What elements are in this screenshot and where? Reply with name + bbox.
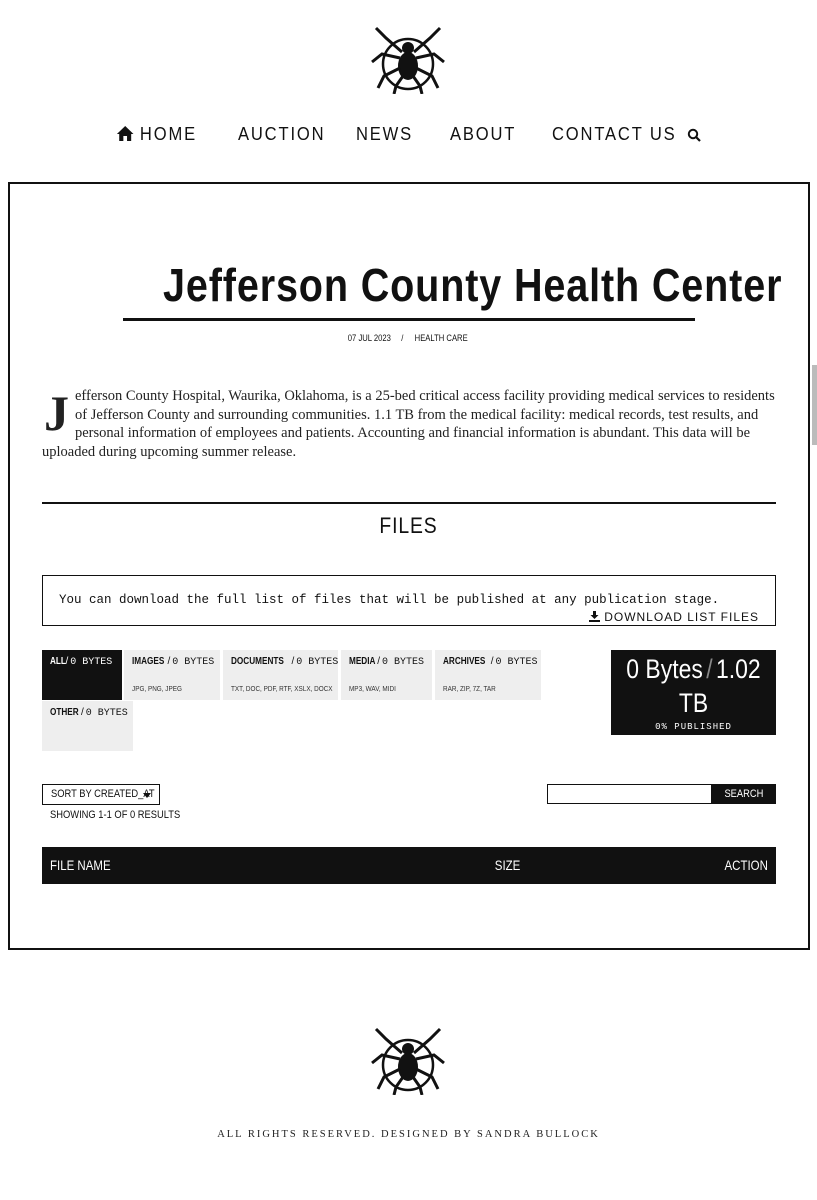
sort-dropdown[interactable] <box>42 784 160 805</box>
search-button-label: SEARCH <box>724 788 763 800</box>
published-percent: 0% PUBLISHED <box>655 722 732 732</box>
spider-logo[interactable] <box>368 24 448 94</box>
search-button[interactable] <box>711 784 776 804</box>
tab-documents[interactable]: DOCUMENTS / 0 BYTES TXT, DOC, PDF, RTF, XSLX, DOCX <box>223 650 338 700</box>
notice-text: You can download the full list of files that will be published at any publication stage. <box>59 593 720 607</box>
scrollbar-thumb[interactable] <box>812 365 817 445</box>
tab-bytes: 0 BYTES <box>495 657 538 668</box>
total-size: 1.02 TB <box>678 654 761 718</box>
tab-other[interactable]: OTHER / 0 BYTES <box>42 701 133 751</box>
tab-bytes: 0 BYTES <box>382 657 425 668</box>
stats-size <box>623 652 763 720</box>
files-heading: FILES <box>379 513 438 538</box>
sort-label: SORT BY CREATED_AT <box>51 788 155 800</box>
download-notice <box>42 575 776 626</box>
description-text: efferson County Hospital, Waurika, Oklahoma, is a 25-bed critical access facility providing medical services to residents of Jefferson County and surrounding communities. 1.1 TB from the medical facility: medical records, test results, and personal information of employees and patients. Accounting and financial information is abundant. This data will be uploaded during upcoming summer release. <box>42 388 775 460</box>
tab-media[interactable]: MEDIA / 0 BYTES MP3, WAV, MIDI <box>341 650 432 700</box>
column-file-name[interactable]: FILE NAME <box>50 857 111 873</box>
tab-types: TXT, DOC, PDF, RTF, XSLX, DOCX <box>231 684 333 693</box>
tab-label: OTHER <box>50 707 79 718</box>
meta-separator: / <box>401 333 404 343</box>
tab-bytes: 0 BYTES <box>172 657 215 668</box>
home-icon <box>116 125 134 142</box>
download-icon <box>589 611 600 622</box>
tab-label: IMAGES <box>132 656 165 667</box>
tab-bytes: 0 BYTES <box>296 657 339 668</box>
post-date: 07 JUL 2023 <box>347 333 392 343</box>
tab-label: ALL <box>50 656 66 667</box>
title-underline <box>123 318 695 321</box>
footer-credits: ALL RIGHTS RESERVED. DESIGNED BY SANDRA BULLOCK <box>217 1129 600 1140</box>
publication-stats <box>611 650 776 735</box>
results-count: SHOWING 1-1 OF 0 RESULTS <box>50 809 181 821</box>
spider-logo-footer[interactable] <box>368 1025 448 1095</box>
nav-home[interactable] <box>116 124 197 145</box>
caret-down-icon <box>143 793 151 798</box>
tab-bytes: 0 BYTES <box>70 657 113 668</box>
published-size: 0 Bytes <box>626 654 703 684</box>
nav-about[interactable]: ABOUT <box>450 124 517 144</box>
nav-home-label: HOME <box>139 124 197 144</box>
tab-label: MEDIA <box>349 656 376 667</box>
column-size[interactable]: SIZE <box>494 857 521 873</box>
nav-contact[interactable]: CONTACT US <box>552 124 677 144</box>
tab-types: RAR, ZIP, 7Z, TAR <box>443 684 496 693</box>
post-meta <box>0 333 817 343</box>
column-action: ACTION <box>724 857 768 873</box>
tab-types: JPG, PNG, JPEG <box>132 684 182 693</box>
stats-slash: / <box>706 654 713 684</box>
search-icon[interactable] <box>687 128 701 142</box>
post-category[interactable]: HEALTH CARE <box>415 333 469 343</box>
files-divider <box>42 502 776 504</box>
tab-bytes: 0 BYTES <box>85 708 128 719</box>
dropcap: J <box>44 385 69 441</box>
tab-label: ARCHIVES <box>443 656 486 667</box>
file-search-input[interactable] <box>547 784 712 804</box>
tab-all[interactable]: ALL/ 0 BYTES <box>42 650 122 700</box>
page-title: Jefferson County Health Center <box>163 259 783 311</box>
tab-archives[interactable]: ARCHIVES / 0 BYTES RAR, ZIP, 7Z, TAR <box>435 650 541 700</box>
nav-auction[interactable]: AUCTION <box>238 124 326 144</box>
main-nav <box>0 124 817 150</box>
post-description <box>42 387 776 461</box>
nav-news[interactable]: NEWS <box>356 124 414 144</box>
tab-types: MP3, WAV, MIDI <box>349 684 396 693</box>
files-table-header <box>42 847 776 884</box>
tab-label: DOCUMENTS <box>231 656 284 667</box>
download-label: DOWNLOAD LIST FILES <box>604 610 759 624</box>
download-list-button[interactable] <box>589 610 759 624</box>
tab-images[interactable]: IMAGES / 0 BYTES JPG, PNG, JPEG <box>124 650 220 700</box>
